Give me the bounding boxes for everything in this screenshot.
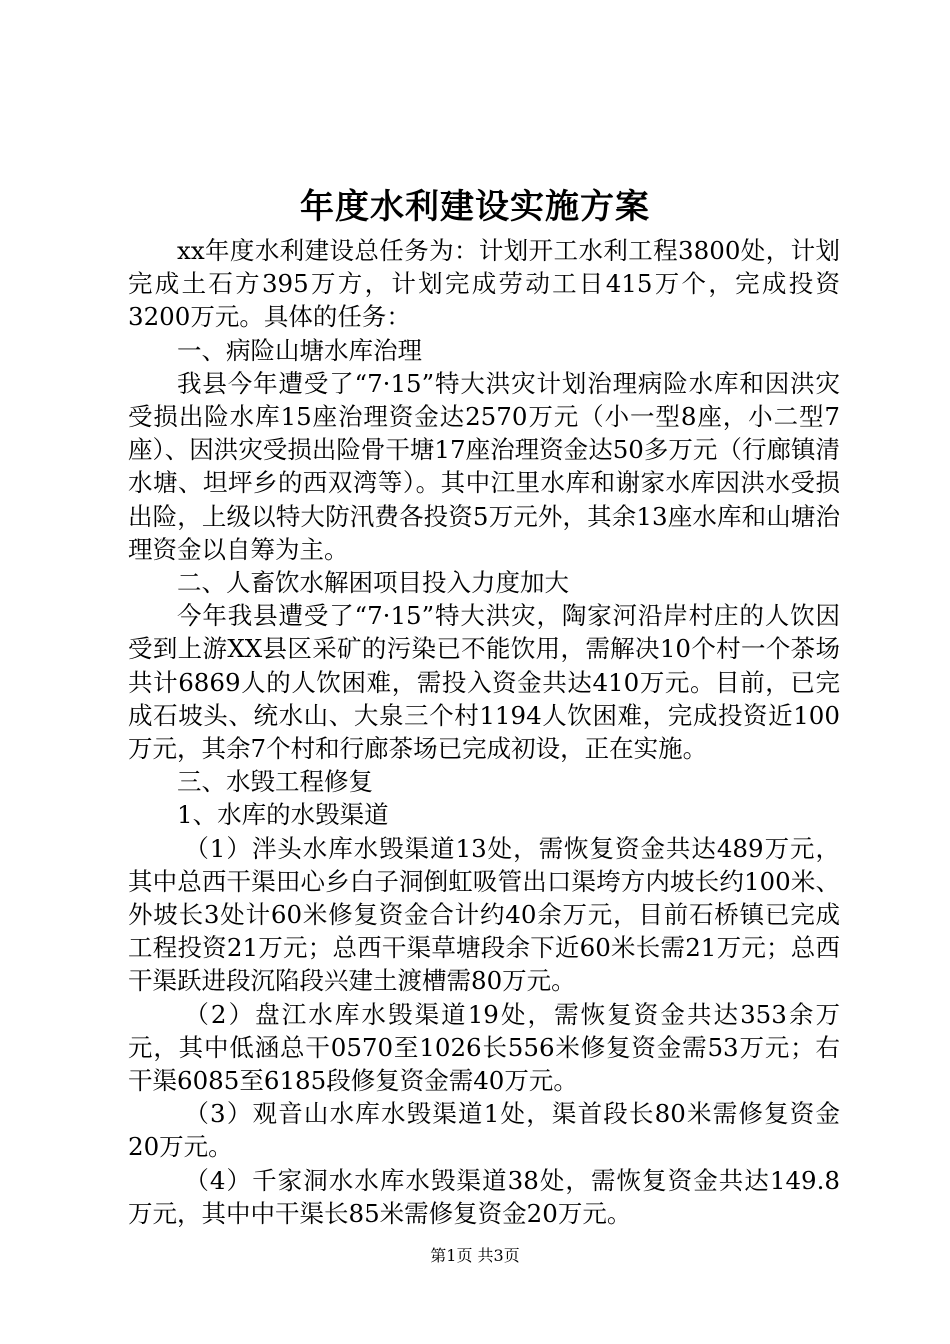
list-item: （1）泮头水库水毁渠道13处，需恢复资金共达489万元，其中总西干渠田心乡白子洞倒虹吸管出口渠垮方内坡长约100米、外坡长3处计60米修复资金合计约40余万元，目前石桥镇已完成工程投资21万元；总西干渠草塘段余下近60米长需21万元；总西干渠跃进段沉陷段兴建土渡槽需80万元。 bbox=[128, 833, 840, 996]
list-item: （4）千家洞水水库水毁渠道38处，需恢复资金共达149.8万元，其中中干渠长85米需修复资金20万元。 bbox=[128, 1165, 840, 1228]
section-heading: 二、人畜饮水解困项目投入力度加大 bbox=[177, 568, 569, 598]
list-item: （3）观音山水库水毁渠道1处，渠首段长80米需修复资金20万元。 bbox=[128, 1099, 840, 1162]
paragraph: 我县今年遭受了“7·15”特大洪灾计划治理病险水库和因洪灾受损出险水库15座治理资金达2570万元（小一型8座，小二型7座）、因洪灾受损出险骨干塘17座治理资金达50多万元（行廊镇清水塘、坦坪乡的西双湾等）。其中江里水库和谢家水库因洪水受损出险，上级以特大防汛费各投资5万元外，其余13座水库和山塘治理资金以自筹为主。 bbox=[128, 368, 840, 564]
list-item: （2）盘江水库水毁渠道19处，需恢复资金共达353余万元，其中低涵总干0570至1026长556米修复资金需53万元；右干渠6085至6185段修复资金需40万元。 bbox=[128, 999, 840, 1096]
section-heading: 一、病险山塘水库治理 bbox=[177, 335, 422, 365]
section-heading: 三、水毁工程修复 bbox=[177, 767, 373, 797]
document-title: 年度水利建设实施方案 bbox=[300, 187, 650, 227]
paragraph: 今年我县遭受了“7·15”特大洪灾，陶家河沿岸村庄的人饮因受到上游XX县区采矿的污染已不能饮用，需解决10个村一个茶场共计6869人的人饮困难，需投入资金共达410万元。目前，已完成石坡头、统水山、大泉三个村1194人饮困难，完成投资近100万元，其余7个村和行廊茶场已完成初设，正在实施。 bbox=[128, 601, 840, 764]
paragraph-intro: xx年度水利建设总任务为：计划开工水利工程3800处，计划完成土石方395万方，计划完成劳动工日415万个，完成投资3200万元。具体的任务： bbox=[128, 236, 840, 332]
page-footer: 第1页 共3页 bbox=[430, 1246, 520, 1265]
document-body bbox=[128, 234, 840, 1230]
subsection-heading: 1、水库的水毁渠道 bbox=[177, 800, 389, 830]
